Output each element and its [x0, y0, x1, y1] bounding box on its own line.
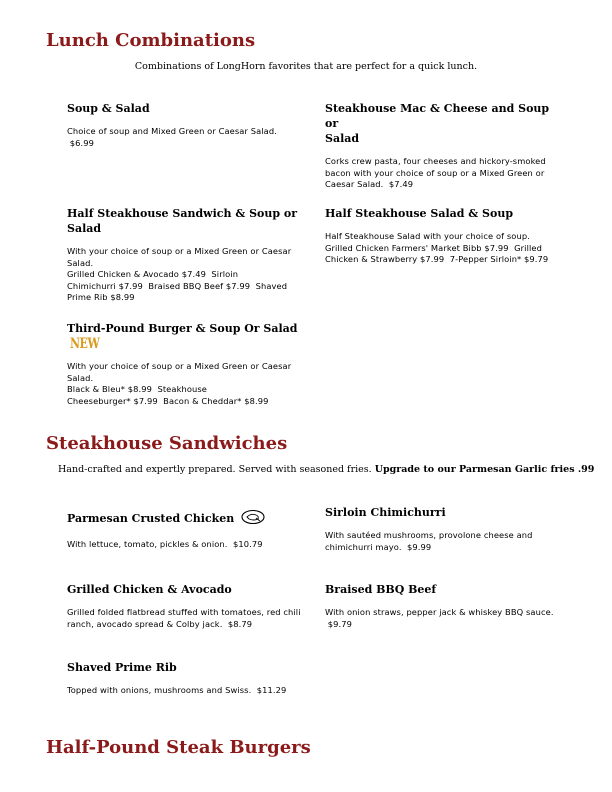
menu-item-parmesan-crusted-chicken: [67, 509, 307, 551]
item-name: Half Steakhouse Sandwich & Soup or Salad: [67, 207, 298, 235]
item-description: With your choice of soup or a Mixed Green or Caesar Salad. Black & Bleu* $8.99 Steakhouse Cheeseburger* $7.99 Bacon & Cheddar* $8.99: [67, 361, 292, 406]
chicken-icon: [240, 509, 266, 529]
new-badge: NEW: [70, 335, 100, 352]
lunch-section-title: Lunch Combinations: [46, 30, 256, 51]
item-name: Third-Pound Burger & Soup Or SaladNEW: [67, 322, 298, 352]
menu-item-grilled-chicken-avocado: [67, 582, 307, 630]
menu-item-half-salad-soup: [325, 206, 565, 266]
sandwiches-intro: Hand-crafted and expertly prepared. Served with seasoned fries. Upgrade to our Parmesan Garlic fries .99: [58, 464, 595, 475]
menu-item-soup-salad: [67, 101, 307, 149]
menu-item-third-pound-burger-soup-salad: [67, 321, 307, 407]
item-description: Corks crew pasta, four cheeses and hickory-smoked bacon with your choice of soup or a Mixed Green or Caesar Salad. $7.49: [325, 156, 546, 189]
item-description: Choice of soup and Mixed Green or Caesar Salad. $6.99: [67, 126, 277, 148]
item-name: Braised BBQ Beef: [325, 583, 437, 596]
item-description: With lettuce, tomato, pickles & onion. $10.79: [67, 539, 263, 549]
menu-item-shaved-prime-rib: [67, 660, 307, 697]
item-description: Topped with onions, mushrooms and Swiss. $11.29: [67, 685, 287, 695]
item-name: Shaved Prime Rib: [67, 661, 177, 674]
item-description: With onion straws, pepper jack & whiskey BBQ sauce. $9.79: [325, 607, 554, 629]
item-description: Half Steakhouse Salad with your choice of soup. Grilled Chicken Farmers' Market Bibb $7.99 Grilled Chicken & Strawberry $7.99 7-Pepper Sirloin* $9.79: [325, 231, 549, 264]
lunch-intro: Combinations of LongHorn favorites that are perfect for a quick lunch.: [134, 61, 478, 72]
item-description: Grilled folded flatbread stuffed with tomatoes, red chili ranch, avocado spread & Colby jack. $8.79: [67, 607, 301, 629]
menu-item-sirloin-chimichurri: [325, 505, 565, 553]
item-name: Soup & Salad: [67, 102, 150, 115]
item-description: With sautéed mushrooms, provolone cheese and chimichurri mayo. $9.99: [325, 530, 533, 552]
item-name: Steakhouse Mac & Cheese and Soup or Salad: [325, 102, 550, 145]
menu-item-mac-cheese-soup-salad: [325, 101, 565, 191]
item-description: With your choice of soup or a Mixed Green or Caesar Salad. Grilled Chicken & Avocado $7.49 Sirloin Chimichurri $7.99 Braised BBQ Beef $7.99 Shaved Prime Rib $8.99: [67, 246, 292, 302]
item-name: Half Steakhouse Salad & Soup: [325, 207, 514, 220]
menu-item-braised-bbq-beef: [325, 582, 565, 630]
sandwiches-section-title: Steakhouse Sandwiches: [46, 433, 288, 454]
item-name: Sirloin Chimichurri: [325, 506, 446, 519]
burgers-section-title: Half-Pound Steak Burgers: [46, 737, 311, 758]
item-name: Grilled Chicken & Avocado: [67, 583, 232, 596]
item-name: Parmesan Crusted Chicken: [67, 509, 307, 529]
menu-item-half-sandwich-soup-salad: [67, 206, 307, 304]
